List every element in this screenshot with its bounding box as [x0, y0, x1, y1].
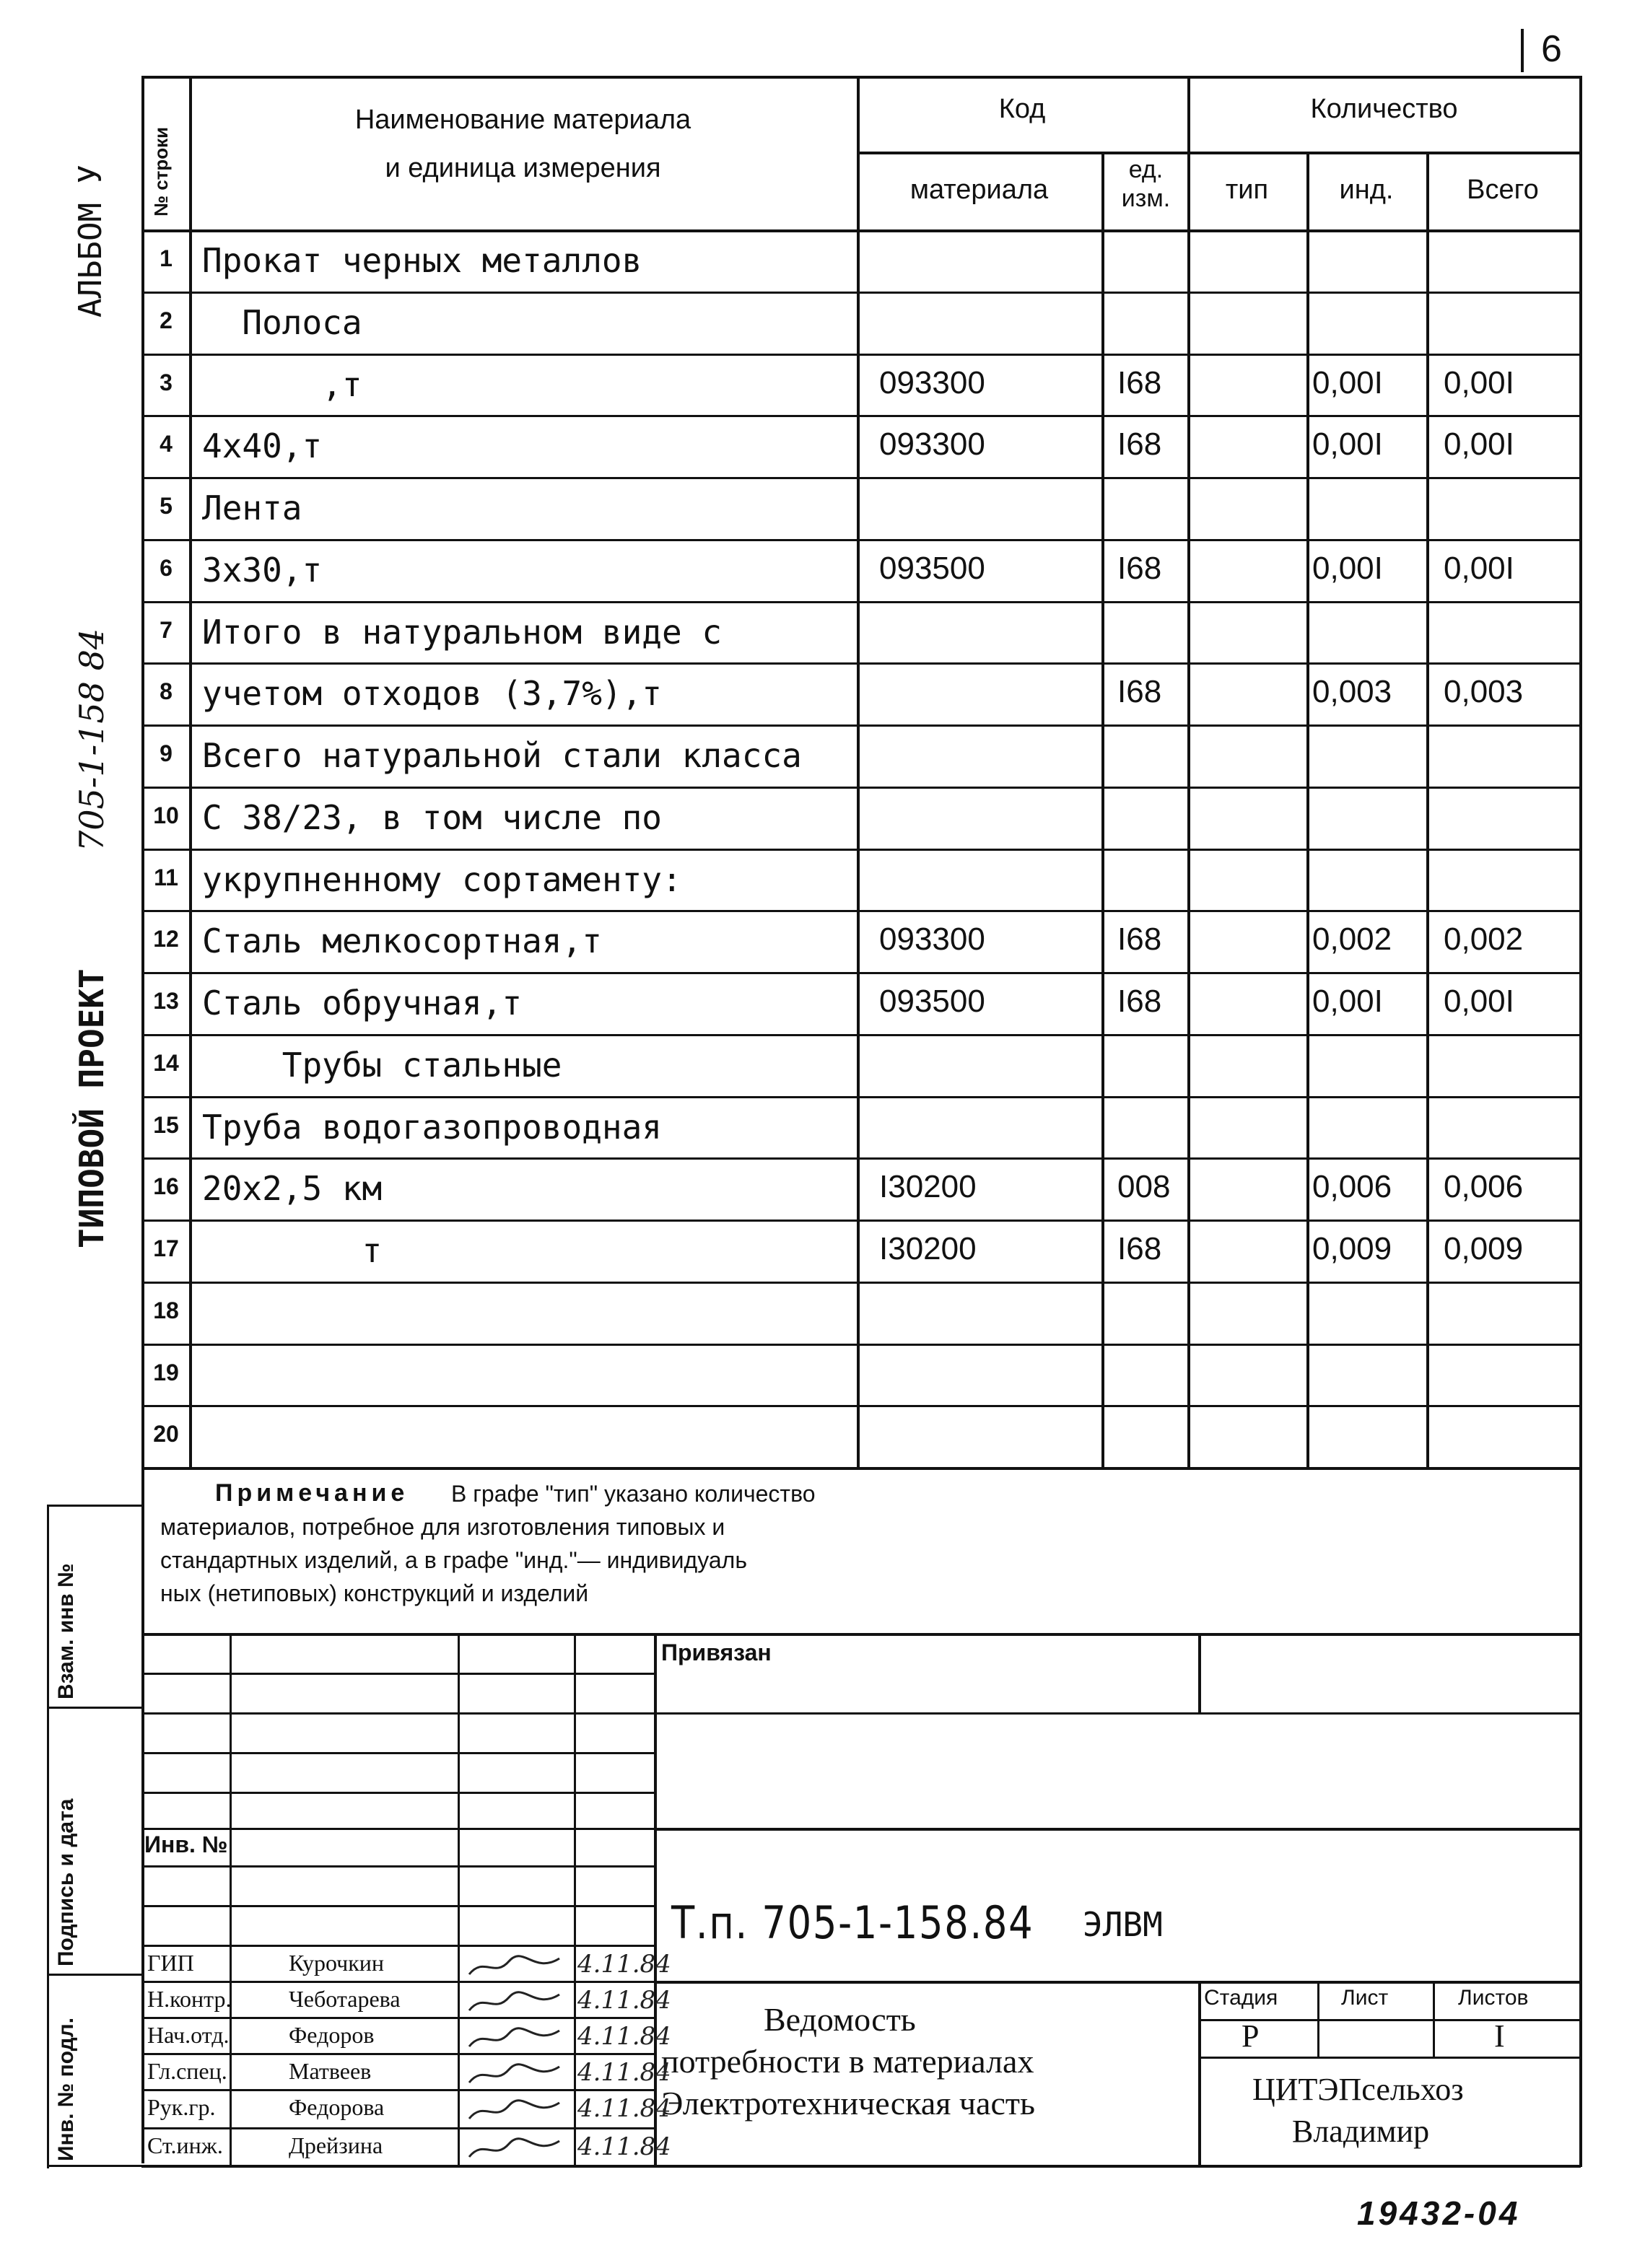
row-unit-code: I68: [1117, 365, 1162, 400]
sign-date-label: Подпись и дата: [54, 1798, 78, 1966]
doc-title-line2: потребности в материалах: [661, 2043, 1034, 2080]
staff-role: Гл.спец.: [147, 2058, 227, 2084]
header-code: Код: [998, 94, 1046, 124]
row-qty-total: 0,00I: [1444, 984, 1514, 1019]
row-name: 4х40,т: [202, 426, 323, 465]
row-material-code: 093300: [879, 921, 985, 957]
doc-title-line1: Ведомость: [764, 2001, 916, 2038]
row-unit-code: I68: [1117, 426, 1162, 462]
staff-name: Матвеев: [289, 2058, 372, 2084]
row-number: 19: [153, 1360, 179, 1385]
row-qty-ind: 0,003: [1312, 674, 1392, 709]
row-material-code: 093300: [879, 426, 985, 462]
row-qty-ind: 0,00I: [1312, 551, 1383, 586]
row-number: 9: [160, 740, 173, 766]
row-material-code: 093300: [879, 365, 985, 400]
row-name: 20х2,5 км: [202, 1169, 383, 1208]
staff-name: Федоров: [289, 2022, 375, 2048]
header-quantity: Количество: [1310, 94, 1458, 124]
staff-date: 4.11.84: [577, 2094, 671, 2123]
row-unit-code: I68: [1117, 674, 1162, 709]
row-number: 14: [153, 1050, 179, 1076]
row-qty-total: 0,00I: [1444, 365, 1514, 400]
header-name-line2: и единица измерения: [385, 153, 661, 183]
stage-value: Р: [1242, 2018, 1260, 2054]
doc-number: 19432-04: [1357, 2194, 1521, 2232]
row-material-code: I30200: [879, 1231, 977, 1266]
stage-label: Стадия: [1204, 1986, 1278, 2010]
row-number: 7: [160, 617, 173, 643]
row-name: т: [202, 1231, 383, 1270]
staff-role: ГИП: [147, 1950, 194, 1976]
staff-date: 4.11.84: [577, 1950, 671, 1979]
page-number-divider: [1521, 29, 1524, 72]
doc-title-line3: Электротехническая часть: [661, 2085, 1035, 2122]
row-number: 16: [153, 1173, 179, 1199]
row-name: учетом отходов (3,7%),т: [202, 674, 662, 713]
row-number: 4: [160, 431, 173, 457]
row-qty-total: 0,00I: [1444, 551, 1514, 586]
signature-scribble: [466, 1953, 567, 1985]
row-name: Итого в натуральном виде с: [202, 613, 723, 652]
row-number: 13: [153, 988, 179, 1014]
row-name: Прокат черных металлов: [202, 241, 642, 280]
row-qty-ind: 0,002: [1312, 921, 1392, 957]
note-line4: ных (нетиповых) конструкций и изделий: [160, 1580, 589, 1606]
signature-scribble: [466, 2135, 567, 2168]
page-number: 6: [1541, 28, 1562, 70]
staff-name: Курочкин: [289, 1950, 384, 1976]
header-code-material: материала: [909, 175, 1049, 205]
album-label: АЛЬБОМ У: [72, 165, 109, 318]
row-name: 3х30,т: [202, 551, 323, 590]
note-title: Примечание: [215, 1479, 409, 1507]
row-name: С 38/23, в том числе по: [202, 798, 662, 837]
row-unit-code: 008: [1117, 1169, 1171, 1204]
designation: Т.п. 705-1-158.84: [671, 1896, 1034, 1949]
row-qty-total: 0,003: [1444, 674, 1524, 709]
inv-no-label: Инв. №: [144, 1831, 228, 1857]
org-line2: Владимир: [1292, 2114, 1430, 2149]
row-name: Трубы стальные: [202, 1046, 562, 1085]
row-number: 2: [160, 307, 173, 333]
header-q-total: Всего: [1467, 175, 1539, 205]
row-name: Сталь мелкосортная,т: [202, 921, 602, 960]
signature-scribble: [466, 2061, 567, 2093]
project-type-label: ТИПОВОЙ ПРОЕКТ: [72, 968, 111, 1248]
row-number: 8: [160, 678, 173, 704]
row-material-code: I30200: [879, 1169, 977, 1204]
row-qty-total: 0,006: [1444, 1169, 1524, 1204]
header-q-type: тип: [1225, 175, 1269, 205]
rows-label: № строки: [150, 126, 172, 216]
note-line2: материалов, потребное для изготовления типовых и: [160, 1514, 725, 1540]
privyazan-label: Привязан: [661, 1639, 772, 1665]
row-number: 18: [153, 1297, 179, 1323]
staff-role: Н.контр.: [147, 1986, 232, 2012]
row-qty-total: 0,00I: [1444, 426, 1514, 462]
row-number: 15: [153, 1112, 179, 1138]
row-unit-code: I68: [1117, 551, 1162, 586]
row-number: 1: [160, 245, 173, 271]
row-material-code: 093500: [879, 984, 985, 1019]
row-qty-total: 0,009: [1444, 1231, 1524, 1266]
designation-suffix: ЭЛВМ: [1083, 1905, 1163, 1944]
row-name: Сталь обручная,т: [202, 984, 523, 1023]
row-name: ,т: [202, 365, 362, 404]
row-number: 12: [153, 926, 179, 952]
row-name: укрупненному сортаменту:: [202, 860, 682, 899]
staff-name: Чеботарева: [289, 1986, 401, 2012]
row-qty-ind: 0,00I: [1312, 984, 1383, 1019]
row-unit-code: I68: [1117, 984, 1162, 1019]
staff-role: Нач.отд.: [147, 2022, 230, 2048]
row-number: 11: [154, 864, 178, 890]
row-material-code: 093500: [879, 551, 985, 586]
row-number: 10: [153, 802, 179, 828]
row-number: 6: [160, 555, 173, 581]
row-number: 5: [160, 493, 173, 519]
row-unit-code: I68: [1117, 1231, 1162, 1266]
signature-scribble: [466, 2097, 567, 2129]
sheet-label: Лист: [1341, 1986, 1389, 2010]
staff-name: Федорова: [289, 2094, 385, 2120]
staff-date: 4.11.84: [577, 2058, 671, 2087]
row-name: Всего натуральной стали класса: [202, 736, 802, 775]
row-qty-ind: 0,009: [1312, 1231, 1392, 1266]
staff-name: Дрейзина: [289, 2132, 383, 2158]
staff-date: 4.11.84: [577, 1986, 671, 2015]
row-number: 3: [160, 369, 173, 395]
header-name-line1: Наименование материала: [354, 105, 691, 135]
header-q-ind: инд.: [1339, 175, 1394, 205]
project-code-label: 705-1-158 84: [72, 628, 111, 851]
staff-role: Ст.инж.: [147, 2132, 223, 2158]
row-qty-ind: 0,00I: [1312, 426, 1383, 462]
signature-scribble: [466, 2025, 567, 2057]
org-line1: ЦИТЭПсельхоз: [1252, 2072, 1464, 2107]
row-name: Труба водогазопроводная: [202, 1108, 662, 1147]
staff-role: Рук.гр.: [147, 2094, 216, 2120]
row-qty-ind: 0,006: [1312, 1169, 1392, 1204]
signature-scribble: [466, 1989, 567, 2021]
staff-date: 4.11.84: [577, 2022, 671, 2051]
staff-date: 4.11.84: [577, 2132, 671, 2161]
row-name: Лента: [202, 489, 302, 527]
sheets-value: I: [1494, 2018, 1505, 2054]
row-number: 20: [153, 1421, 179, 1447]
row-qty-total: 0,002: [1444, 921, 1524, 957]
row-unit-code: I68: [1117, 921, 1162, 957]
vzam-inv-label: Взам. инв №: [54, 1563, 78, 1699]
row-name: Полоса: [202, 303, 362, 342]
note-line3: стандартных изделий, а в графе "инд."— индивидуаль: [160, 1547, 747, 1573]
row-qty-ind: 0,00I: [1312, 365, 1383, 400]
header-code-unit: ед. изм.: [1121, 156, 1171, 212]
note-line1: В графе "тип" указано количество: [451, 1481, 816, 1507]
sheets-label: Листов: [1458, 1986, 1529, 2010]
inv-orig-label: Инв. № подл.: [54, 2017, 78, 2161]
row-number: 17: [153, 1235, 179, 1261]
